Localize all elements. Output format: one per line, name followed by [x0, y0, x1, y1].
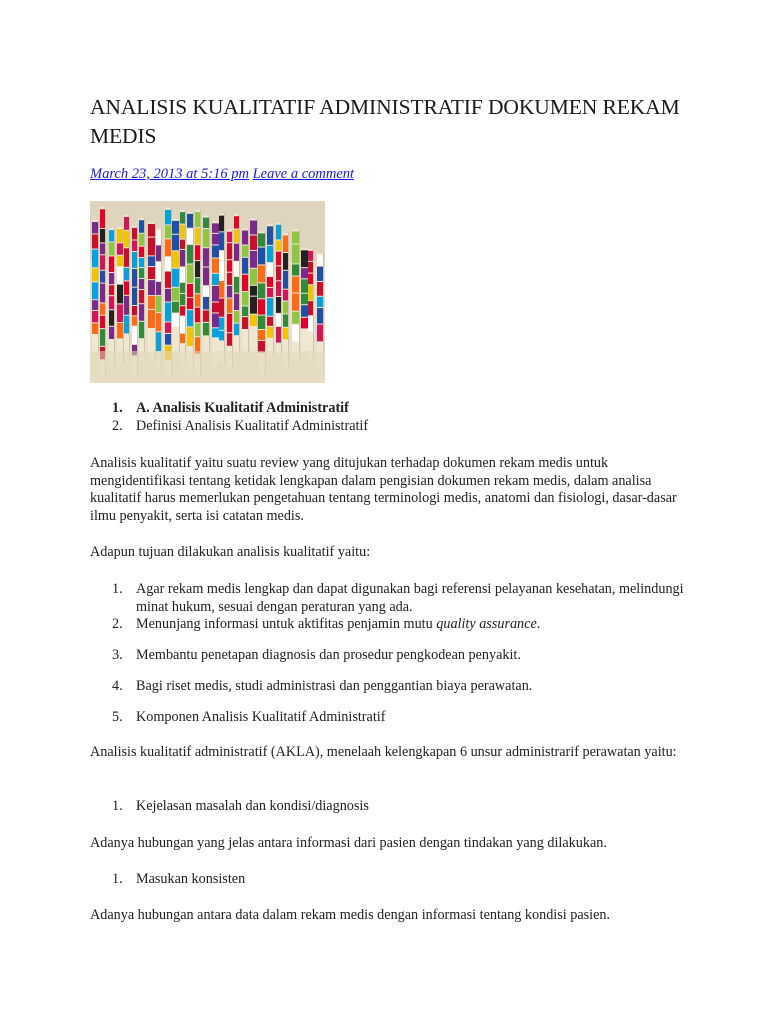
paragraph-relation: Adanya hubungan yang jelas antara informasi dari pasien dengan tindakan yang dilakukan.: [90, 835, 607, 851]
akla-item-text: Masukan konsisten: [136, 871, 246, 887]
post-date-link[interactable]: March 23, 2013 at 5:16 pm: [90, 166, 249, 182]
list-number: 1.: [112, 400, 123, 416]
goal-item: [90, 616, 690, 634]
article-title: ANALISIS KUALITATIF ADMINISTRATIF DOKUMEN REKAM MEDIS: [90, 95, 680, 148]
goal-text: Membantu penetapan diagnosis dan prosedur pengkodean penyakit.: [136, 647, 521, 663]
folder-tabs-illustration: [90, 201, 325, 383]
goal-text: Komponen Analisis Kualitatif Administratif: [136, 709, 386, 725]
list-number: 2.: [112, 616, 123, 632]
outline-list: [90, 400, 690, 435]
goal-item: [90, 581, 690, 616]
list-number: 1.: [112, 581, 123, 597]
goal-text: Menunjang informasi untuk aktifitas penjamin mutu: [136, 616, 437, 632]
list-number: 3.: [112, 647, 123, 663]
outline-item: [90, 400, 690, 418]
leave-comment-link[interactable]: Leave a comment: [252, 166, 355, 182]
akla-item: [90, 798, 690, 816]
paragraph-goals-intro: Adapun tujuan dilakukan analisis kualitatif yaitu:: [90, 544, 371, 560]
goal-item: [90, 647, 690, 665]
outline-item: [90, 418, 690, 436]
outline-item-text: Definisi Analisis Kualitatif Administratif: [136, 417, 369, 434]
goal-text-tail: .: [536, 616, 541, 632]
goal-text: Agar rekam medis lengkap dan dapat digunakan bagi referensi pelayanan kesehatan, melindungi minat hukum, sesuai dengan peraturan yang ada.: [136, 581, 684, 615]
list-number: 4.: [112, 678, 123, 694]
paragraph-definition: Analisis kualitatif yaitu suatu review yang ditujukan terhadap dokumen rekam medis untuk mengidentifikasi tentang ketidak lengkapan dalam pengisian dokumen rekam medis, dalam analisa kualitatif harus memerlukan pengetahuan tentang terminologi medis, anatomi dan fisiologi, dasar-dasar ilmu penyakit, serta isi catatan medis.: [90, 455, 677, 524]
goals-list: [90, 581, 690, 727]
akla-item: [90, 871, 690, 889]
paragraph-akla: Analisis kualitatif administratif (AKLA), menelaah kelengkapan 6 unsur administrarif perawatan yaitu:: [90, 744, 677, 760]
outline-item-text: A. Analisis Kualitatif Administratif: [136, 400, 349, 416]
goal-text: Bagi riset medis, studi administrasi dan penggantian biaya perawatan.: [136, 678, 533, 694]
goal-item: [90, 678, 690, 696]
akla-item-text: Kejelasan masalah dan kondisi/diagnosis: [136, 798, 369, 814]
paragraph-consistency: Adanya hubungan antara data dalam rekam medis dengan informasi tentang kondisi pasien.: [90, 907, 611, 923]
goal-item: [90, 709, 690, 727]
post-meta: [90, 164, 354, 184]
list-number: 5.: [112, 709, 123, 725]
akla-list-b: [90, 871, 690, 889]
akla-list-a: [90, 798, 690, 816]
goal-text-italic: quality assurance: [436, 616, 537, 632]
list-number: 2.: [112, 417, 123, 434]
list-number: 1.: [112, 798, 123, 814]
list-number: 1.: [112, 871, 123, 887]
medical-records-image: [90, 201, 325, 383]
